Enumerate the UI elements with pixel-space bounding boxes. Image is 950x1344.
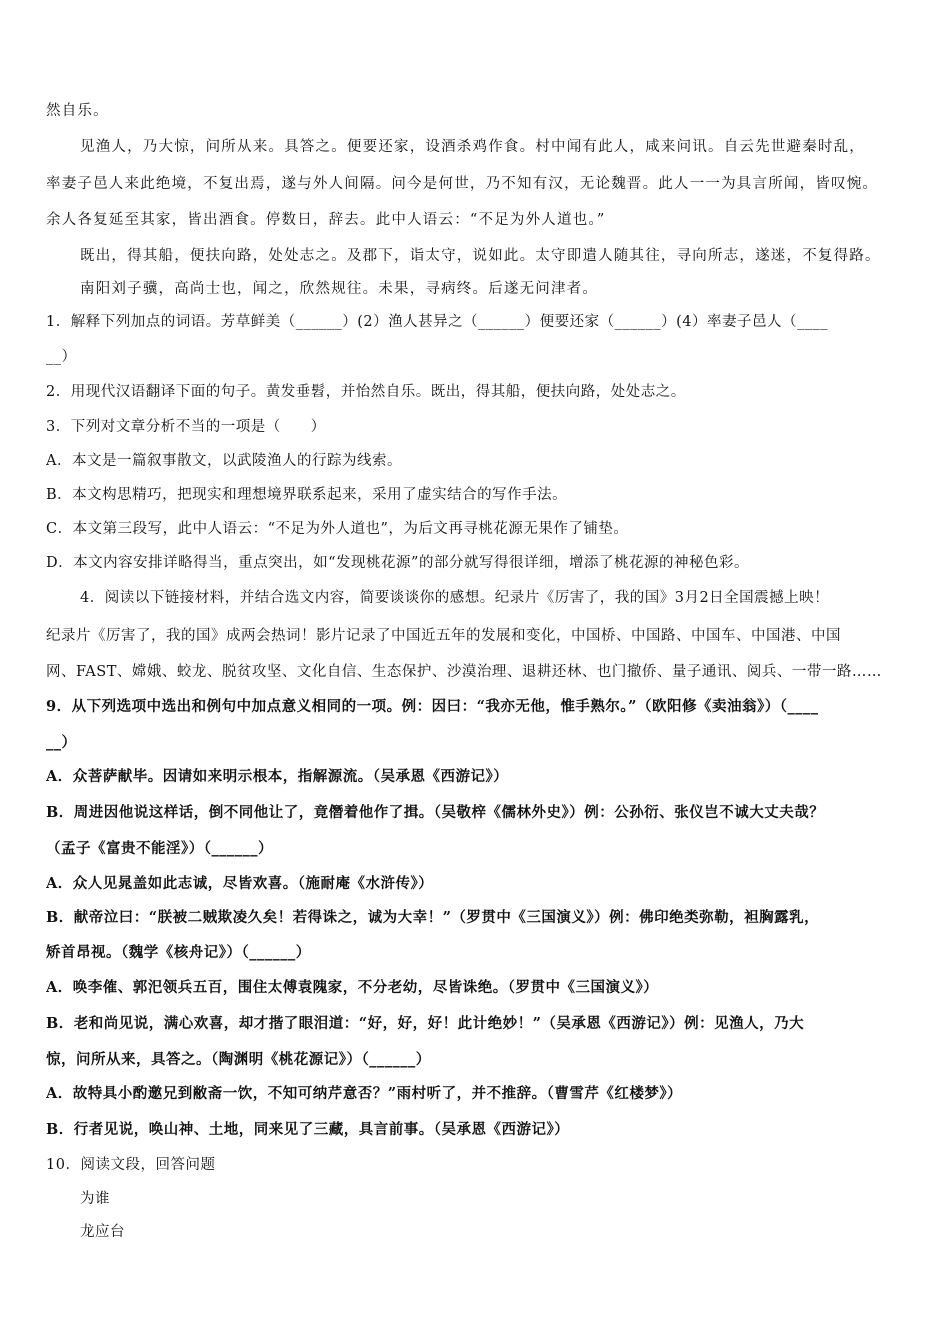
- passage-line-6: 南阳刘子骥，高尚士也，闻之，欣然规往。未果，寻病终。后遂无问津者。: [80, 281, 599, 297]
- question-9-line-3: （孟子《富贵不能淫》）（______）: [46, 840, 273, 857]
- question-9-line-5: B．献帝泣曰：“朕被二贼欺凌久矣！若得诛之，诚为大幸！”（罗贯中《三国演义》）例：佛印绝类弥勒，袒胸露乳，: [46, 909, 820, 926]
- question-4-line-3: 网、FAST、嫦娥、蛟龙、脱贫攻坚、文化自信、生态保护、沙漠治理、退耕还林、也门撤侨、量子通讯、阅兵、一带一路……: [46, 664, 882, 680]
- question-9-line-8: B．老和尚见说，满心欢喜，却才揩了眼泪道：“好，好，好！此计绝妙！”（吴承恩《西游记》）例：见渔人，乃大: [46, 1015, 805, 1032]
- passage-line-3: 率妻子邑人来此绝境，不复出焉，遂与外人间隔。问今是何世，乃不知有汉，无论魏晋。此人一一为具言所闻，皆叹惋。: [46, 176, 879, 192]
- question-3-option-d: D．本文内容安排详略得当，重点突出，如“发现桃花源”的部分就写得很详细，增添了桃花源的神秘色彩。: [46, 555, 749, 571]
- passage-line-4: 余人各复延至其家，皆出酒食。停数日，辞去。此中人语云：“不足为外人道也。”: [46, 212, 606, 228]
- question-9-line-6: 矫首昂视。（魏学《核舟记》）（______）: [46, 944, 311, 961]
- question-9-line-7: A．唤李傕、郭汜领兵五百，围住太傅袁隗家，不分老幼，尽皆诛绝。（罗贯中《三国演义》）: [46, 979, 659, 996]
- question-9-line-10: A．故特具小酌邀兄到敝斋一饮，不知可纳芹意否？”雨村听了，并不推辞。（曹雪芹《红楼梦》）: [46, 1085, 683, 1102]
- question-9-line-9: 惊，问所从来，具答之。（陶渊明《桃花源记》）（______）: [46, 1051, 431, 1068]
- question-3-option-a: A．本文是一篇叙事散文，以武陵渔人的行踪为线索。: [46, 453, 402, 469]
- question-9-line-2: B．周进因他说这样话，倒不同他让了，竟僭着他作了揖。（吴敬梓《儒林外史》）例：公孙衍、张仪岂不诚大丈夫哉？: [46, 804, 825, 821]
- question-9-line-1: A．众菩萨献毕。因请如来明示根本，指解源流。（吴承恩《西游记》）: [46, 768, 509, 785]
- question-10: 10．阅读文段，回答问题: [46, 1157, 216, 1173]
- question-9-line-4: A．众人见晁盖如此志诚，尽皆欢喜。（施耐庵《水浒传》）: [46, 875, 434, 892]
- passage-title: 为谁: [80, 1191, 110, 1207]
- question-1: 1．解释下列加点的词语。芳草鲜美（______）(2）渔人甚异之（______）便要还家（______）(4）率妻子邑人（____: [46, 314, 828, 330]
- question-4: 4．阅读以下链接材料，并结合选文内容，简要谈谈你的感想。纪录片《厉害了，我的国》3月2日全国震撼上映！: [80, 590, 830, 606]
- passage-line-5: 既出，得其船，便扶向路，处处志之。及郡下，诣太守，说如此。太守即遣人随其往，寻向所志，遂迷，不复得路。: [80, 248, 881, 264]
- question-9-line-11: B．行者见说，唤山神、土地，同来见了三藏，具言前事。（吴承恩《西游记》）: [46, 1121, 570, 1138]
- question-9-cont: __）: [46, 734, 77, 751]
- passage-author: 龙应台: [80, 1224, 125, 1240]
- question-3-option-b: B．本文构思精巧，把现实和理想境界联系起来，采用了虚实结合的写作手法。: [46, 487, 568, 503]
- question-3: 3．下列对文章分析不当的一项是（ ）: [46, 419, 326, 435]
- question-4-line-2: 纪录片《厉害了，我的国》成两会热词！影片记录了中国近五年的发展和变化，中国桥、中国路、中国车、中国港、中国: [46, 628, 841, 644]
- question-9: 9．从下列选项中选出和例句中加点意义相同的一项。例：因曰：“我亦无他，惟手熟尔。”（欧阳修《卖油翁》）（____: [46, 698, 819, 715]
- passage-line-1: 然自乐。: [46, 103, 109, 119]
- passage-line-2: 见渔人，乃大惊，问所从来。具答之。便要还家，设酒杀鸡作食。村中闻有此人，咸来问讯。自云先世避秦时乱，: [80, 139, 865, 155]
- question-2: 2．用现代汉语翻译下面的句子。黄发垂髫，并怡然自乐。既出，得其船，便扶向路，处处志之。: [46, 384, 686, 400]
- question-3-option-c: C．本文第三段写，此中人语云：“不足为外人道也”，为后文再寻桃花源无果作了铺垫。: [46, 521, 629, 537]
- question-1-cont: __）: [46, 349, 77, 365]
